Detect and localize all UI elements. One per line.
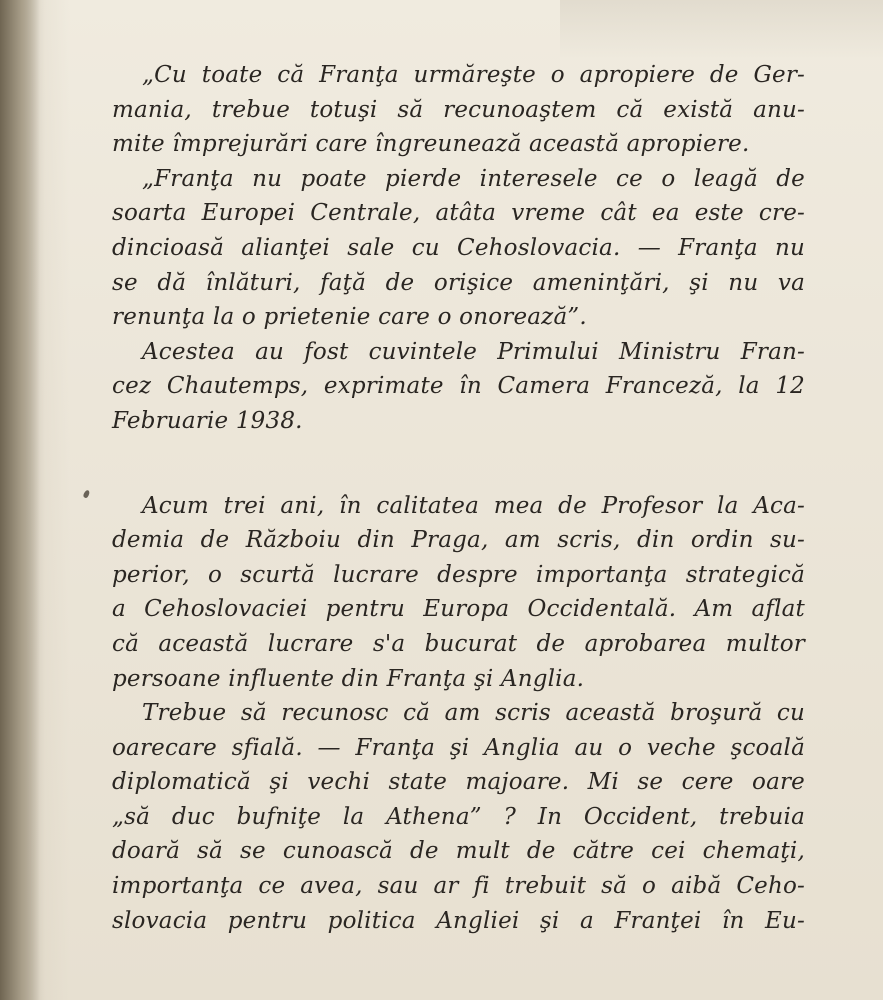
- text-line: mania, trebue totuşi să recunoaştem că există anu-: [112, 96, 805, 123]
- page-text: [112, 58, 805, 938]
- text-line: Acestea au fost cuvintele Primului Ministru Fran-: [142, 338, 805, 365]
- paragraph-3: [112, 335, 805, 439]
- text-line: persoane influente din Franţa şi Anglia.: [112, 665, 585, 692]
- text-line: că această lucrare s'a bucurat de aprobarea multor: [112, 630, 805, 657]
- text-line: soarta Europei Centrale, atâta vreme cât ea este cre-: [112, 200, 805, 227]
- text-line: Acum trei ani, în calitatea mea de Profesor la Aca-: [142, 492, 805, 519]
- text-line: se dă înlături, faţă de orişice ameninţări, şi nu va: [112, 269, 805, 296]
- paragraph-2: [112, 162, 805, 335]
- text-line: mite împrejurări care îngreunează această apropiere.: [112, 131, 750, 158]
- book-gutter-shadow: [0, 0, 40, 1000]
- text-line: Trebue să recunosc că am scris această broşură cu: [142, 700, 805, 727]
- text-line: Februarie 1938.: [112, 407, 303, 434]
- ink-speck: [83, 489, 91, 498]
- paragraph-4: [112, 489, 805, 697]
- text-line: slovacia pentru politica Angliei şi a Franţei în Eu-: [112, 907, 805, 934]
- text-line: a Cehoslovaciei pentru Europa Occidentală. Am aflat: [112, 596, 805, 623]
- text-line: „să duc bufniţe la Athena” ? In Occident, trebuia: [112, 803, 805, 830]
- text-line: dincioasă alianţei sale cu Cehoslovacia. — Franţa nu: [112, 234, 805, 261]
- paragraph-1: [112, 58, 805, 162]
- show-through-shadow: [560, 0, 883, 60]
- section-gap: [112, 439, 805, 489]
- text-line: demia de Războiu din Praga, am scris, din ordin su-: [112, 527, 805, 554]
- text-line: perior, o scurtă lucrare despre importanţa strategică: [112, 561, 805, 588]
- text-line: renunţa la o prietenie care o onorează”.: [112, 304, 587, 331]
- text-line: diplomatică şi vechi state majoare. Mi se cere oare: [112, 769, 805, 796]
- text-line: „Cu toate că Franţa urmăreşte o apropiere de Ger-: [142, 62, 805, 88]
- text-line: cez Chautemps, exprimate în Camera Franceză, la 12: [112, 373, 805, 400]
- paragraph-5: [112, 696, 805, 938]
- text-line: oarecare sfială. — Franţa şi Anglia au o veche şcoală: [112, 734, 805, 761]
- text-line: doară să se cunoască de mult de către cei chemaţi,: [112, 838, 805, 865]
- text-line: importanţa ce avea, sau ar fi trebuit să o aibă Ceho-: [112, 873, 805, 900]
- text-line: „Franţa nu poate pierde interesele ce o leagă de: [142, 165, 805, 192]
